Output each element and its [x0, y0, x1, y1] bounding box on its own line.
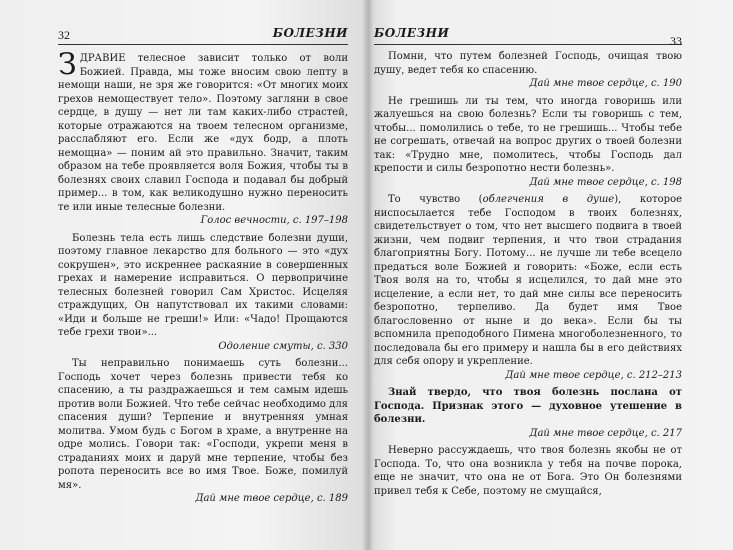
paragraph-text: ), которое ниспосылается тебе Господом в твоих болезнях, свидетельствует о том, что нет высшего подвига в твоей жизни, чем подвиг терпения, и что твои страдания благоприятны Богу. Потому... не лучше ли тебе всецело предаться воле Божией и говорить: «Боже, если есть Твоя воля на то, чтобы я исцелился, то дай мне это исцеление, а если нет, то дай мне силы все переносить безропотно, терпеливо. Да будет имя Твое благословенно от ныне и до века». Если бы ты вспомнила преподобного Пимена многоболезненного, то последовала бы его примеру и нашла бы в его действиях для себя опору и укрепление.: [374, 194, 683, 367]
drop-cap: З: [58, 47, 77, 82]
page-number: 32: [58, 28, 70, 42]
right-page-body: [374, 50, 682, 498]
paragraph-text: ДРАВИЕ телесное зависит только от воли Божией. Правда, мы тоже вносим свою лепту в немощи наши, не зря же говорится: «От многих моих грехов немоществует тело». Поэтому загляни в свое сердце, в душу — нет ли там каких-либо страстей, которые отражаются на твоем телесном организме, расслабляют его. Если же «дух бодр, а плоть немощна» — поним ай это правильно. Значит, таким образом на тебе проявляется воля Божия, чтобы ты в болезнях своих славил Господа и подавал бы добрый пример... в том, как великодушно нужно переносить те или иные телесные болезни.: [58, 53, 348, 213]
paragraph: Не грешишь ли ты тем, что иногда говоришь или жалуешься на свою болезнь? Если ты говоришь с тем, чтобы... помолились о тебе, то не грешишь... Чтобы тебе не согрешать, отвечай на вопрос других о твоей болезни так: «Трудно мне, помолитесь, чтобы Господь дал крепости и силы безропотно нести болезнь».: [374, 95, 682, 174]
running-head: БОЛЕЗНИ: [374, 26, 450, 40]
left-page-body: [58, 47, 348, 510]
paragraph: Знай твердо, что твоя болезнь послана от Господа. Признак этого — духовное утешение в болезни.: [374, 387, 682, 425]
paragraph: [374, 193, 682, 369]
right-page: [368, 0, 733, 550]
source-citation: Дай мне твое сердце, с. 212–213: [505, 369, 682, 381]
paragraph: Неверно рассуждаешь, что твоя болезнь якобы не от Господа. То, что она возникла у тебя на почве порока, еще не значит, что она не от Бога. Это Он болезнями привел тебя к Себе, поэтому не смущайся,: [374, 445, 682, 497]
source-citation: Дай мне твое сердце, с. 190: [529, 78, 682, 89]
source-citation: Дай мне твое сердце, с. 198: [529, 176, 682, 188]
page-number: 33: [670, 34, 682, 48]
source-citation: Дай мне твое сердце, с. 189: [195, 493, 348, 504]
running-head: БОЛЕЗНИ: [272, 26, 348, 40]
source-citation: Голос вечности, с. 197–198: [200, 215, 348, 226]
source-citation: Одоление смуты, с. 330: [218, 340, 348, 352]
paragraph: Ты неправильно понимаешь суть болезни... Господь хочет через болезнь привести тебя ко спасению, а ты раздражаешься и тем самым идешь против воли Божией. Что тебе сейчас необходимо для спасения души? Терпение и внутренняя умная молитва. Умом будь с Богом в храме, а внутренне на одре молись. Говори так: «Господи, укрепи меня в страданиях моих и даруй мне терпение, чтобы без ропота переносить все во имя Твое. Боже, помилуй мя».: [58, 358, 348, 491]
paragraph: Помни, что путем болезней Господь, очищая твою душу, ведет тебя ко спасению.: [374, 51, 682, 76]
right-page-header: [374, 26, 682, 48]
left-page-header: [58, 26, 348, 45]
paragraph: Болезнь тела есть лишь следствие болезни души, поэтому главное лекарство для больного — это «дух сокрушен», это искреннее раскаяние в совершенных грехах и намерение исправиться. О первопричине телесных болезней говорил Сам Христос. Исцеляя страждущих, Он напутствовал их такими словами: «Иди и больше не греши!» Или: «Чадо! Прощаются тебе грехи твои»...: [58, 232, 348, 338]
emphasis-text: облегчения в душе: [482, 194, 615, 205]
paragraph: [58, 47, 348, 214]
source-citation: Дай мне твое сердце, с. 217: [529, 427, 682, 439]
book-gutter: [362, 0, 374, 550]
paragraph-text: То чувство (: [388, 194, 483, 205]
